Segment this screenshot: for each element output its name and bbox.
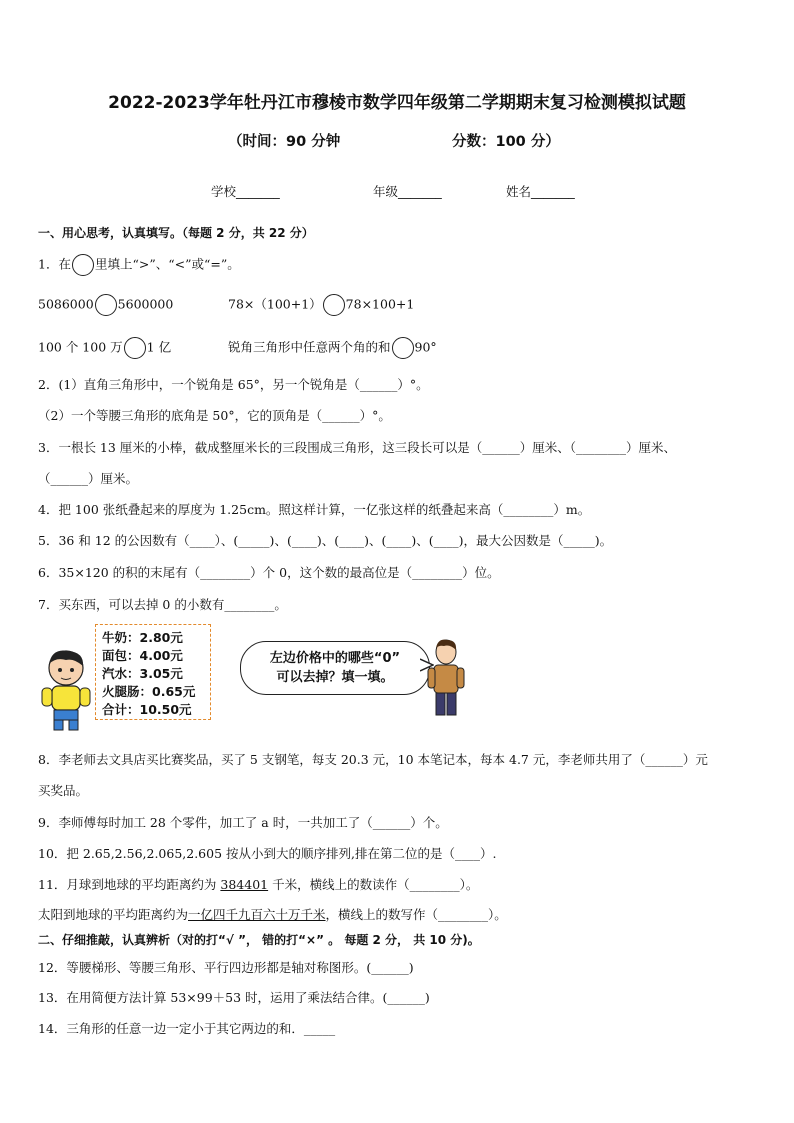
price-item-milk: 牛奶：2.80元 bbox=[102, 630, 183, 645]
question-7: 7．买东西，可以去掉 0 的小数有________。 bbox=[38, 597, 287, 612]
school-field: 学校_______ bbox=[211, 184, 280, 199]
page-title: 2022-2023学年牡丹江市穆棱市数学四年级第二学期期末复习检测模拟试题 bbox=[108, 93, 686, 113]
price-list-box bbox=[95, 624, 211, 720]
blank-circle-icon bbox=[95, 294, 117, 316]
question-4: 4．把 100 张纸叠起来的厚度为 1.25cm。照这样计算，一亿张这样的纸叠起来高（________）m。 bbox=[38, 502, 591, 517]
price-item-soda: 汽水：3.05元 bbox=[102, 666, 183, 681]
exam-score: 分数：100 分） bbox=[452, 134, 560, 150]
question-14: 14．三角形的任意一边一定小于其它两边的和．_____ bbox=[38, 1021, 336, 1036]
q1-b-left: 78×（100+1） bbox=[228, 296, 322, 312]
question-11-part-2 bbox=[38, 905, 507, 923]
question-3-cont: （______）厘米。 bbox=[38, 471, 139, 486]
price-item-total: 合计：10.50元 bbox=[102, 702, 192, 717]
price-item-sausage: 火腿肠：0.65元 bbox=[102, 684, 196, 699]
question-10: 10．把 2.65,2.56,2.065,2.605 按从小到大的顺序排列,排在第二位的是（____）. bbox=[38, 846, 497, 861]
exam-time: （时间：90 分钟 bbox=[228, 134, 341, 150]
speech-bubble bbox=[240, 641, 430, 695]
q1-row-1b bbox=[228, 294, 414, 316]
bubble-line-1: 左边价格中的哪些“0” bbox=[269, 651, 401, 666]
q11-pre: 11．月球到地球的平均距离约为 bbox=[38, 877, 221, 892]
question-6: 6．35×120 的积的末尾有（________）个 0，这个数的最高位是（________）位。 bbox=[38, 565, 500, 580]
question-11 bbox=[38, 875, 478, 893]
question-12: 12．等腰梯形、等腰三角形、平行四边形都是轴对称图形。(______) bbox=[38, 960, 414, 975]
boy-illustration bbox=[38, 648, 98, 734]
q1-prompt-post: 里填上“>”、“<”或“=”。 bbox=[94, 256, 240, 272]
price-item-bread: 面包：4.00元 bbox=[102, 648, 183, 663]
question-5: 5．36 和 12 的公因数有（____）、(_____)、(____)、(____)、(____)、(____)，最大公因数是（_____)。 bbox=[38, 533, 613, 548]
question-3: 3．一根长 13 厘米的小棒，截成整厘米长的三段围成三角形，这三段长可以是（______）厘米、（________）厘米、 bbox=[38, 440, 677, 455]
q1-d-left: 锐角三角形中任意两个角的和 bbox=[228, 339, 391, 355]
q1-a-left: 5086000 bbox=[38, 296, 94, 312]
q11-line2-number: 一亿四千九百六十万千米 bbox=[188, 907, 326, 922]
blank-circle-icon bbox=[323, 294, 345, 316]
teacher-illustration bbox=[426, 638, 466, 720]
q1-b-right: 78×100+1 bbox=[345, 296, 415, 312]
question-13: 13．在用简便方法计算 53×99＋53 时，运用了乘法结合律。(______) bbox=[38, 990, 430, 1005]
section-2-heading: 二、仔细推敲，认真辨析（对的打“√ ”， 错的打“×” 。 每题 2 分， 共 10 分)。 bbox=[38, 933, 480, 947]
q1-prompt-pre: 1．在 bbox=[38, 256, 71, 272]
q1-c-right: 1 亿 bbox=[146, 339, 172, 355]
question-8: 8．李老师去文具店买比赛奖品，买了 5 支钢笔，每支 20.3 元，10 本笔记本，每本 4.7 元，李老师共用了（______）元 bbox=[38, 752, 708, 767]
section-1-heading: 一、用心思考，认真填写。（每题 2 分，共 22 分） bbox=[38, 226, 314, 240]
q11-post: 千米，横线上的数读作（________）。 bbox=[268, 877, 479, 892]
grade-field: 年级_______ bbox=[373, 184, 442, 199]
q11-line2-pre: 太阳到地球的平均距离约为 bbox=[38, 907, 189, 922]
q1-d-right: 90° bbox=[414, 339, 437, 355]
question-8-cont: 买奖品。 bbox=[38, 783, 89, 798]
q1-row-2b bbox=[228, 337, 437, 359]
question-9: 9．李师傅每时加工 28 个零件，加工了 a 时，一共加工了（______）个。 bbox=[38, 815, 448, 830]
question-1 bbox=[38, 254, 240, 276]
question-2-part-2: （2）一个等腰三角形的底角是 50°，它的顶角是（______）°。 bbox=[38, 408, 391, 423]
blank-circle-icon bbox=[124, 337, 146, 359]
q1-a-right: 5600000 bbox=[117, 296, 174, 312]
q1-row-1 bbox=[38, 294, 173, 316]
q1-row-2 bbox=[38, 337, 171, 359]
name-field: 姓名_______ bbox=[506, 184, 575, 199]
q11-number: 384401 bbox=[220, 877, 269, 892]
blank-circle-icon bbox=[72, 254, 94, 276]
bubble-line-2: 可以去掉？填一填。 bbox=[276, 670, 394, 685]
q11-line2-post: ，横线上的数写作（________）。 bbox=[325, 907, 507, 922]
blank-circle-icon bbox=[392, 337, 414, 359]
q1-c-left: 100 个 100 万 bbox=[38, 339, 123, 355]
question-2-part-1: 2．(1）直角三角形中，一个锐角是 65°，另一个锐角是（______）°。 bbox=[38, 377, 429, 392]
